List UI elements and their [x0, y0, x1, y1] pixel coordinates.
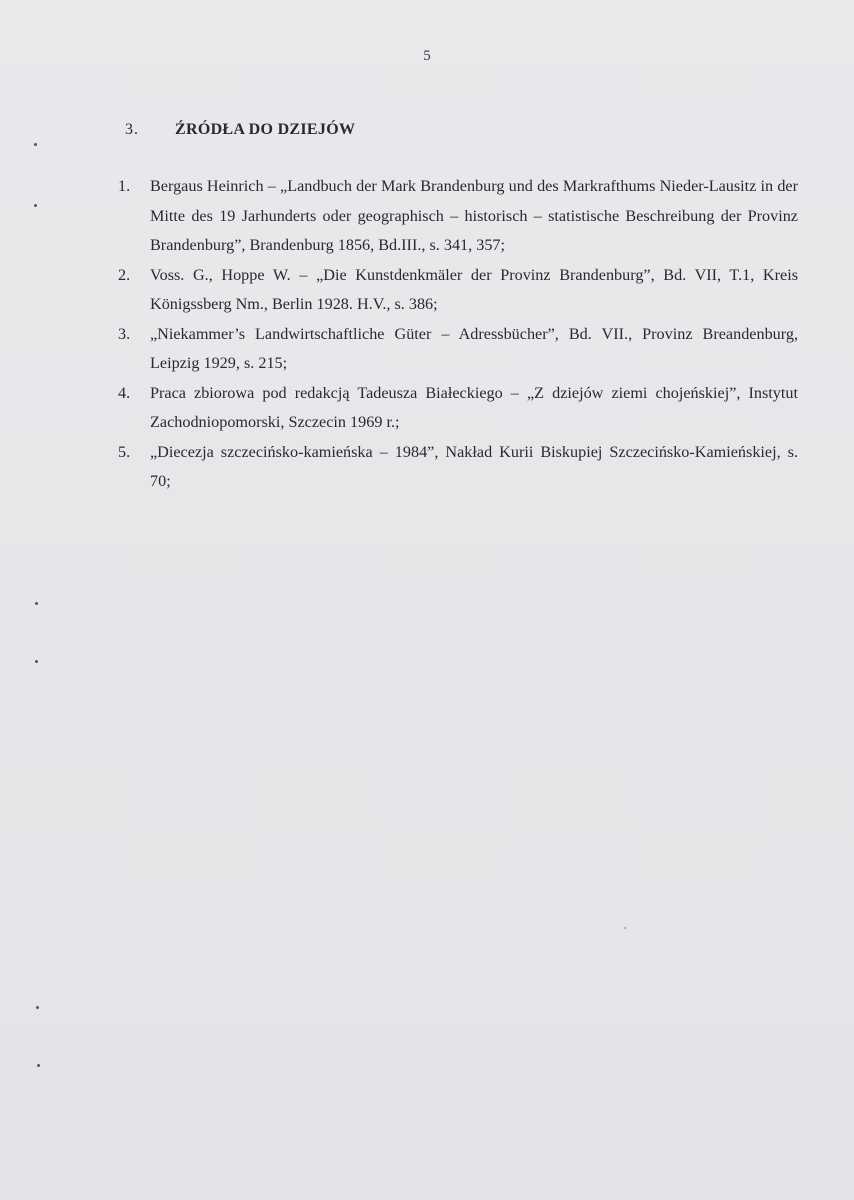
list-item-text: Voss. G., Hoppe W. – „Die Kunstdenkmäler der Provinz Brandenburg”, Bd. VII, T.1, Kreis Königssberg Nm., Berlin 1928. H.V., s. 386;: [150, 265, 798, 313]
list-item: [118, 320, 798, 379]
list-item-text: Bergaus Heinrich – „Landbuch der Mark Brandenburg und des Markrafthums Nieder-Lausitz in der Mitte des 19 Jarhunderts oder geographisch – historisch – statistische Beschreibung der Provinz Brandenburg”, Brandenburg 1856, Bd.III., s. 341, 357;: [150, 177, 798, 254]
list-item-text: „Niekammer’s Landwirtschaftliche Güter – Adressbücher”, Bd. VII., Provinz Breandenburg, Leipzig 1929, s. 215;: [150, 324, 798, 372]
binder-hole-mark: [34, 143, 37, 146]
binder-hole-mark: [36, 1006, 39, 1009]
list-item-number: 3.: [118, 324, 131, 343]
list-item-number: 2.: [118, 265, 131, 284]
list-item-number: 4.: [118, 383, 131, 402]
page-number: 5: [423, 48, 431, 64]
list-item: [118, 438, 798, 497]
list-item-number: 5.: [118, 442, 131, 461]
list-item-text: Praca zbiorowa pod redakcją Tadeusza Białeckiego – „Z dziejów ziemi chojeńskiej”, Instytut Zachodniopomorski, Szczecin 1969 r.;: [150, 383, 798, 431]
section-number: 3.: [125, 121, 139, 138]
binder-hole-mark: [37, 1064, 40, 1067]
paper-speck: [624, 927, 626, 929]
binder-hole-mark: [35, 660, 38, 663]
list-item-text: „Diecezja szczecińsko-kamieńska – 1984”, Nakład Kurii Biskupiej Szczecińsko-Kamieńskiej, s. 70;: [150, 442, 798, 490]
list-item-number: 1.: [118, 177, 131, 195]
section-heading: [125, 121, 355, 139]
section-title: ŹRÓDŁA DO DZIEJÓW: [175, 121, 356, 138]
binder-hole-mark: [35, 602, 38, 605]
list-item: [118, 172, 798, 261]
binder-hole-mark: [34, 204, 37, 207]
sources-list: [118, 172, 798, 497]
list-item: [118, 261, 798, 320]
list-item: [118, 379, 798, 438]
